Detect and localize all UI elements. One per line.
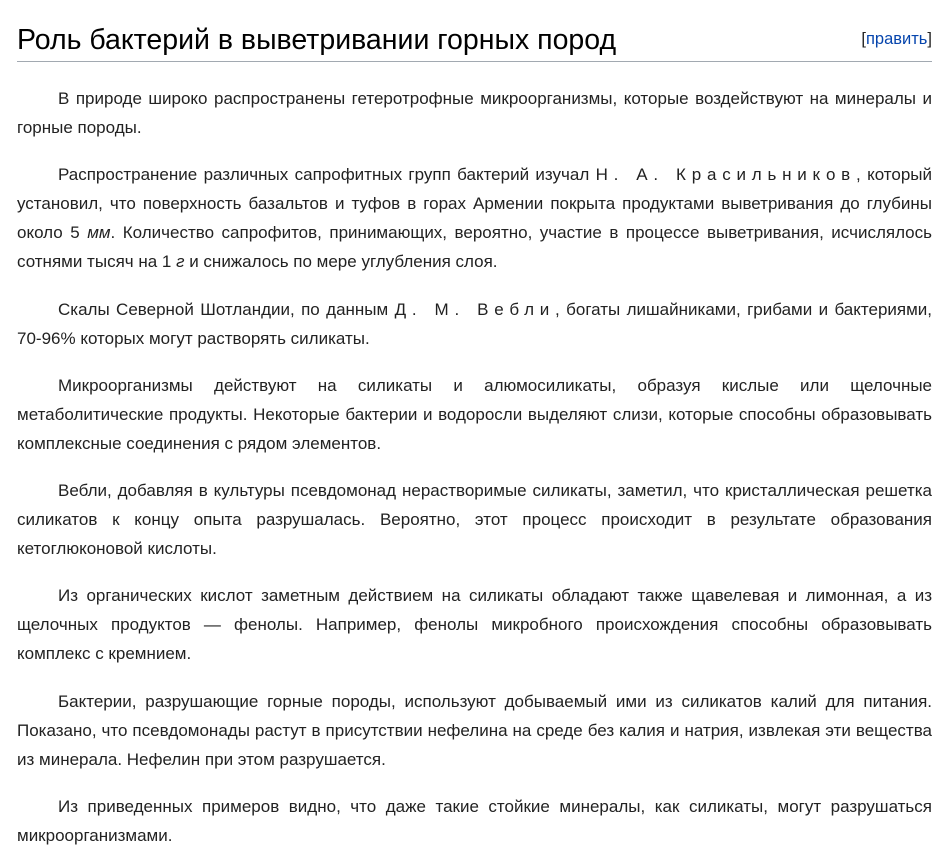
paragraph-1: В природе широко распространены гетеротрофные микроорганизмы, которые воздействуют на минералы и горные породы. xyxy=(17,89,932,137)
section-title: Роль бактерий в выветривании горных пород xyxy=(17,24,617,56)
paragraph-5: Вебли, добавляя в культуры псевдомонад нерастворимые силикаты, заметил, что кристаллическая решетка силикатов к концу опыта разрушалась. Вероятно, этот процесс происходит в результате образования кетоглюконовой кислоты. xyxy=(17,481,932,559)
edit-section xyxy=(861,29,932,49)
paragraph-7: Бактерии, разрушающие горные породы, используют добываемый ими из силикатов калий для питания. Показано, что псевдомонады растут в присутствии нефелина на среде без калия и натрия, извлекая эти вещества из минерала. Нефелин при этом разрушается. xyxy=(17,691,932,769)
unit-mm: мм xyxy=(87,223,111,243)
edit-link[interactable]: править xyxy=(865,30,928,48)
paragraph-2-text-c: . Количество сапрофитов, принимающих, вероятно, участие в процессе выветривания, исчислялось сотнями тысяч на 1 xyxy=(17,223,932,272)
paragraph-3 xyxy=(17,295,932,353)
paragraph-2 xyxy=(17,160,932,276)
paragraph-3-text-a: Скалы Северной Шотландии, по данным xyxy=(58,299,395,319)
paragraph-6: Из органических кислот заметным действием на силикаты обладают также щавелевая и лимонная, а из щелочных продуктов — фенолы. Например, фенолы микробного происхождения способны образовывать комплекс с кремнием. xyxy=(17,586,932,664)
paragraph-2-text-a: Распространение различных сапрофитных групп бактерий изучал xyxy=(58,165,596,185)
article-body xyxy=(17,84,932,850)
paragraph-3-text-b: , богаты лишайниками, грибами и бактериями, 70-96% которых могут растворять силикаты. xyxy=(17,299,933,348)
edit-bracket-open: [ xyxy=(861,30,866,48)
author-name-krasilnikov: Н. А. Красильников xyxy=(595,165,856,185)
edit-bracket-close: ] xyxy=(927,30,932,48)
paragraph-8: Из приведенных примеров видно, что даже такие стойкие минералы, как силикаты, могут разрушаться микроорганизмами. xyxy=(17,797,932,846)
paragraph-4: Микроорганизмы действуют на силикаты и алюмосиликаты, образуя кислые или щелочные метаболитические продукты. Некоторые бактерии и водоросли выделяют слизи, которые способны образовывать комплексные соединения с рядом элементов. xyxy=(17,375,932,453)
section-header xyxy=(17,22,932,62)
paragraph-2-text-b: , который установил, что поверхность базальтов и туфов в горах Армении покрыта продуктами выветривания до глубины около 5 xyxy=(17,165,933,243)
paragraph-2-text-d: и снижалось по мере углубления слоя. xyxy=(184,252,498,272)
author-name-webley: Д. М. Вебли xyxy=(394,299,556,319)
article-section xyxy=(17,0,932,850)
unit-g: г xyxy=(176,252,185,272)
